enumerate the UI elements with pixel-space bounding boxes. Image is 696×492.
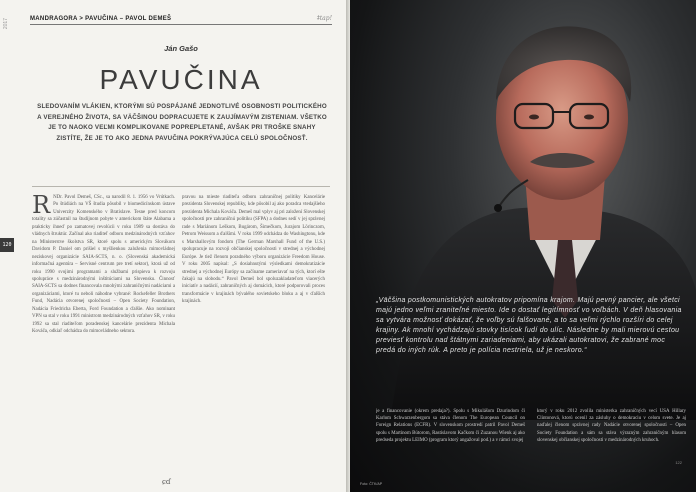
magazine-logo: ǂtap! — [317, 15, 332, 22]
body-column-2 — [182, 194, 325, 484]
right-columns — [376, 408, 686, 472]
column-2-text: pravou na mieste riaditeľa odboru zahraničnej politiky Kancelárie prezidenta Slovenskej republiky, kde pôsobil aj ako poradca vtedajšieho prezidenta Michala Kováča. Demeš mal vplyv aj pri založení Slovenskej spoločnosti pre zahraničnú politiku (SFPA) a dodnes sedí v jej správnej rade s Mariánom Leškom, Bugárom, Šimečkom, Jurajom Lörinczom, Petrom Weissom a ďalšími. V roku 1999 odchádza do Washingtonu, kde s Marshallovým fondom (The German Marshall Fund of the U.S.) spolupracuje na rozvoji občianskej spoločnosti v strednej a východnej Európe. Je tiež členom poradného výboru organizácie Freedom House. V roku 2005 napísal: „S dosiahnutými výsledkami demokratizácie strednej a východnej Európy sa začíname zameriavať na tých, ktorí ešte čakajú na slobodu.“ Pavol Demeš bol spoluzakladateľom viacerých iniciatív a nadácií, zahraničných aj domácich, ktoré podporovali proces transformácie v krajinách bývalého sovietskeho bloku a aj v ďalších krajinách. — [182, 195, 325, 305]
article-lead: SLEDOVANÍM VLÁKIEN, KTORÝMI SÚ POSPÁJANÉ JEDNOTLIVÉ OSOBNOSTI POLITICKÉHO A VEREJNÉHO ŽIVOTA, SA VÄČŠINOU DOPRACUJETE K ZAUJÍMAVÝM ZISTENIAM. VŠETKO JE TO NAOKO VEĽMI KOMPLIKOVANE POPREPLETANÉ, AVŠAK PRI TROŠKE SNAHY ZISTÍTE, ŽE JE TO AKO JEDNA PAVUČINA POKRÝVAJÚCA CELÚ SPOLOČNOSŤ. — [37, 103, 327, 142]
article-author: Ján Gašo — [164, 44, 198, 53]
article-title: PAVUČINA — [99, 64, 263, 95]
side-year: 2017 — [3, 18, 9, 30]
page-header — [30, 13, 332, 25]
ornament-icon: ɕɗ — [162, 478, 171, 486]
column-1-text: NDr. Pavol Demeš, CSc., sa narodil 8. 1. 1956 vo Vrútkach. Po štúdiách na VŠ študia pôsobil v biomedicínskom ústave Univerzity Komenského v Bratislave. Tesne pred koncom totality sa zúčastnil na študijnom pobyte v americkom štáte Alabama a prakticky ihneď po zamatovej revolúcii v roku 1989 sa dostáva do vládnych štruktúr. Začínal ako riaditeľ odboru medzinárodných vzťahov na Ministerstve školstva SR, ktoré spolu s americkým Slovákom Davidom P. Daniel om prišiel s myšlienkou založenia mimovládnej neziskovej organizácie SAIA-SCTS, n. o. (Slovenská akademická informačná agentúra – Servisné centrum pre tretí sektor), ktorá už od roku 1990 svojimi programami a službami prispieva k rozvoju spolupráce s medzinárodnými inštitúciami na Slovensku. Činnosť SAIA-SCTS sa dodnes financovala mnohými zahraničnými nadáciami a organizáciami, ktoré tu neboli náhodne vybrané: Rockefeller Brothers Fund, Nadácia otvorenej spoločnosti – Open Society Foundation, Nadácia Friedricha Eberta, Ford Foundation a ďalšie. Ako nominant VPN sa stal v roku 1991 ministrom medzinárodných vzťahov SR, v roku 1992 sa stal riaditeľom poradenskej kancelárie prezidenta Michala Kováča, odkiaľ odchádza do mimovládneho sektora. — [32, 195, 175, 335]
right-page-mark: 122 — [675, 460, 682, 465]
body-column-1 — [32, 194, 175, 484]
photo-credit: Foto: ČTK/AP — [360, 482, 383, 486]
breadcrumb: MANDRAGORA > PAVUČINA – PAVOL DEMEŠ — [30, 15, 172, 22]
divider — [32, 186, 330, 187]
pull-quote: „Väčšina postkomunistických autokratov pripomína krajom. Majú pevný pancier, ale všetci majú jedno veľmi zraniteľné miesto. Ide o dostať legitímnosť vo voľbách. V deň hlasovania sa vytvára možnosť dokázať, že voľby sú falšované, a to sa veľmi rýchlo rozšíri do celej krajiny. Ak mnohí vychádzajú stovky tisícok ľudí do ulíc. Následne by mali mierovú cestou previesť kontrolu nad štátnymi zariadeniami, aby ukázali autokratovi, že zabrané moc predá do iných rúk. A preto je polícia nestriela, už je neskoro.“ — [376, 297, 682, 355]
left-page — [0, 0, 346, 492]
right-column-1: je a financovanie (okrem predaja?). Spolu s Mikulášom Dzurindom či Karlom Schwarzenbergom sa stáva členom The European Council on Foreign Relations (ECFR). V slovenskom prostredí patril Pavol Demeš spolu s Martinom Bútorom, Rastislavom Kačkom či Zuzanou Wienk aj ako predseda projektu LEIMO (program ktorý angažoval pod.) a v rámci svojej — [376, 409, 525, 443]
page-number-tab: 120 — [0, 238, 14, 252]
right-column-2: ktorý v roku 2012 zvolila ministerka zahraničných vecí USA Hillary Clintonová, ktorú ocenil za zásluhy o demokraciu v celom svete. Je aj naďalej členom správnej rady Nadácie otvorenej spoločnosti – Open Society Foundation a sám sa stáva výrazným zahraničným hlasom slovenskej občianskej spoločnosti v medzinárodných kruhoch. — [537, 409, 686, 443]
drop-cap: R — [32, 194, 51, 219]
right-page — [350, 0, 696, 492]
